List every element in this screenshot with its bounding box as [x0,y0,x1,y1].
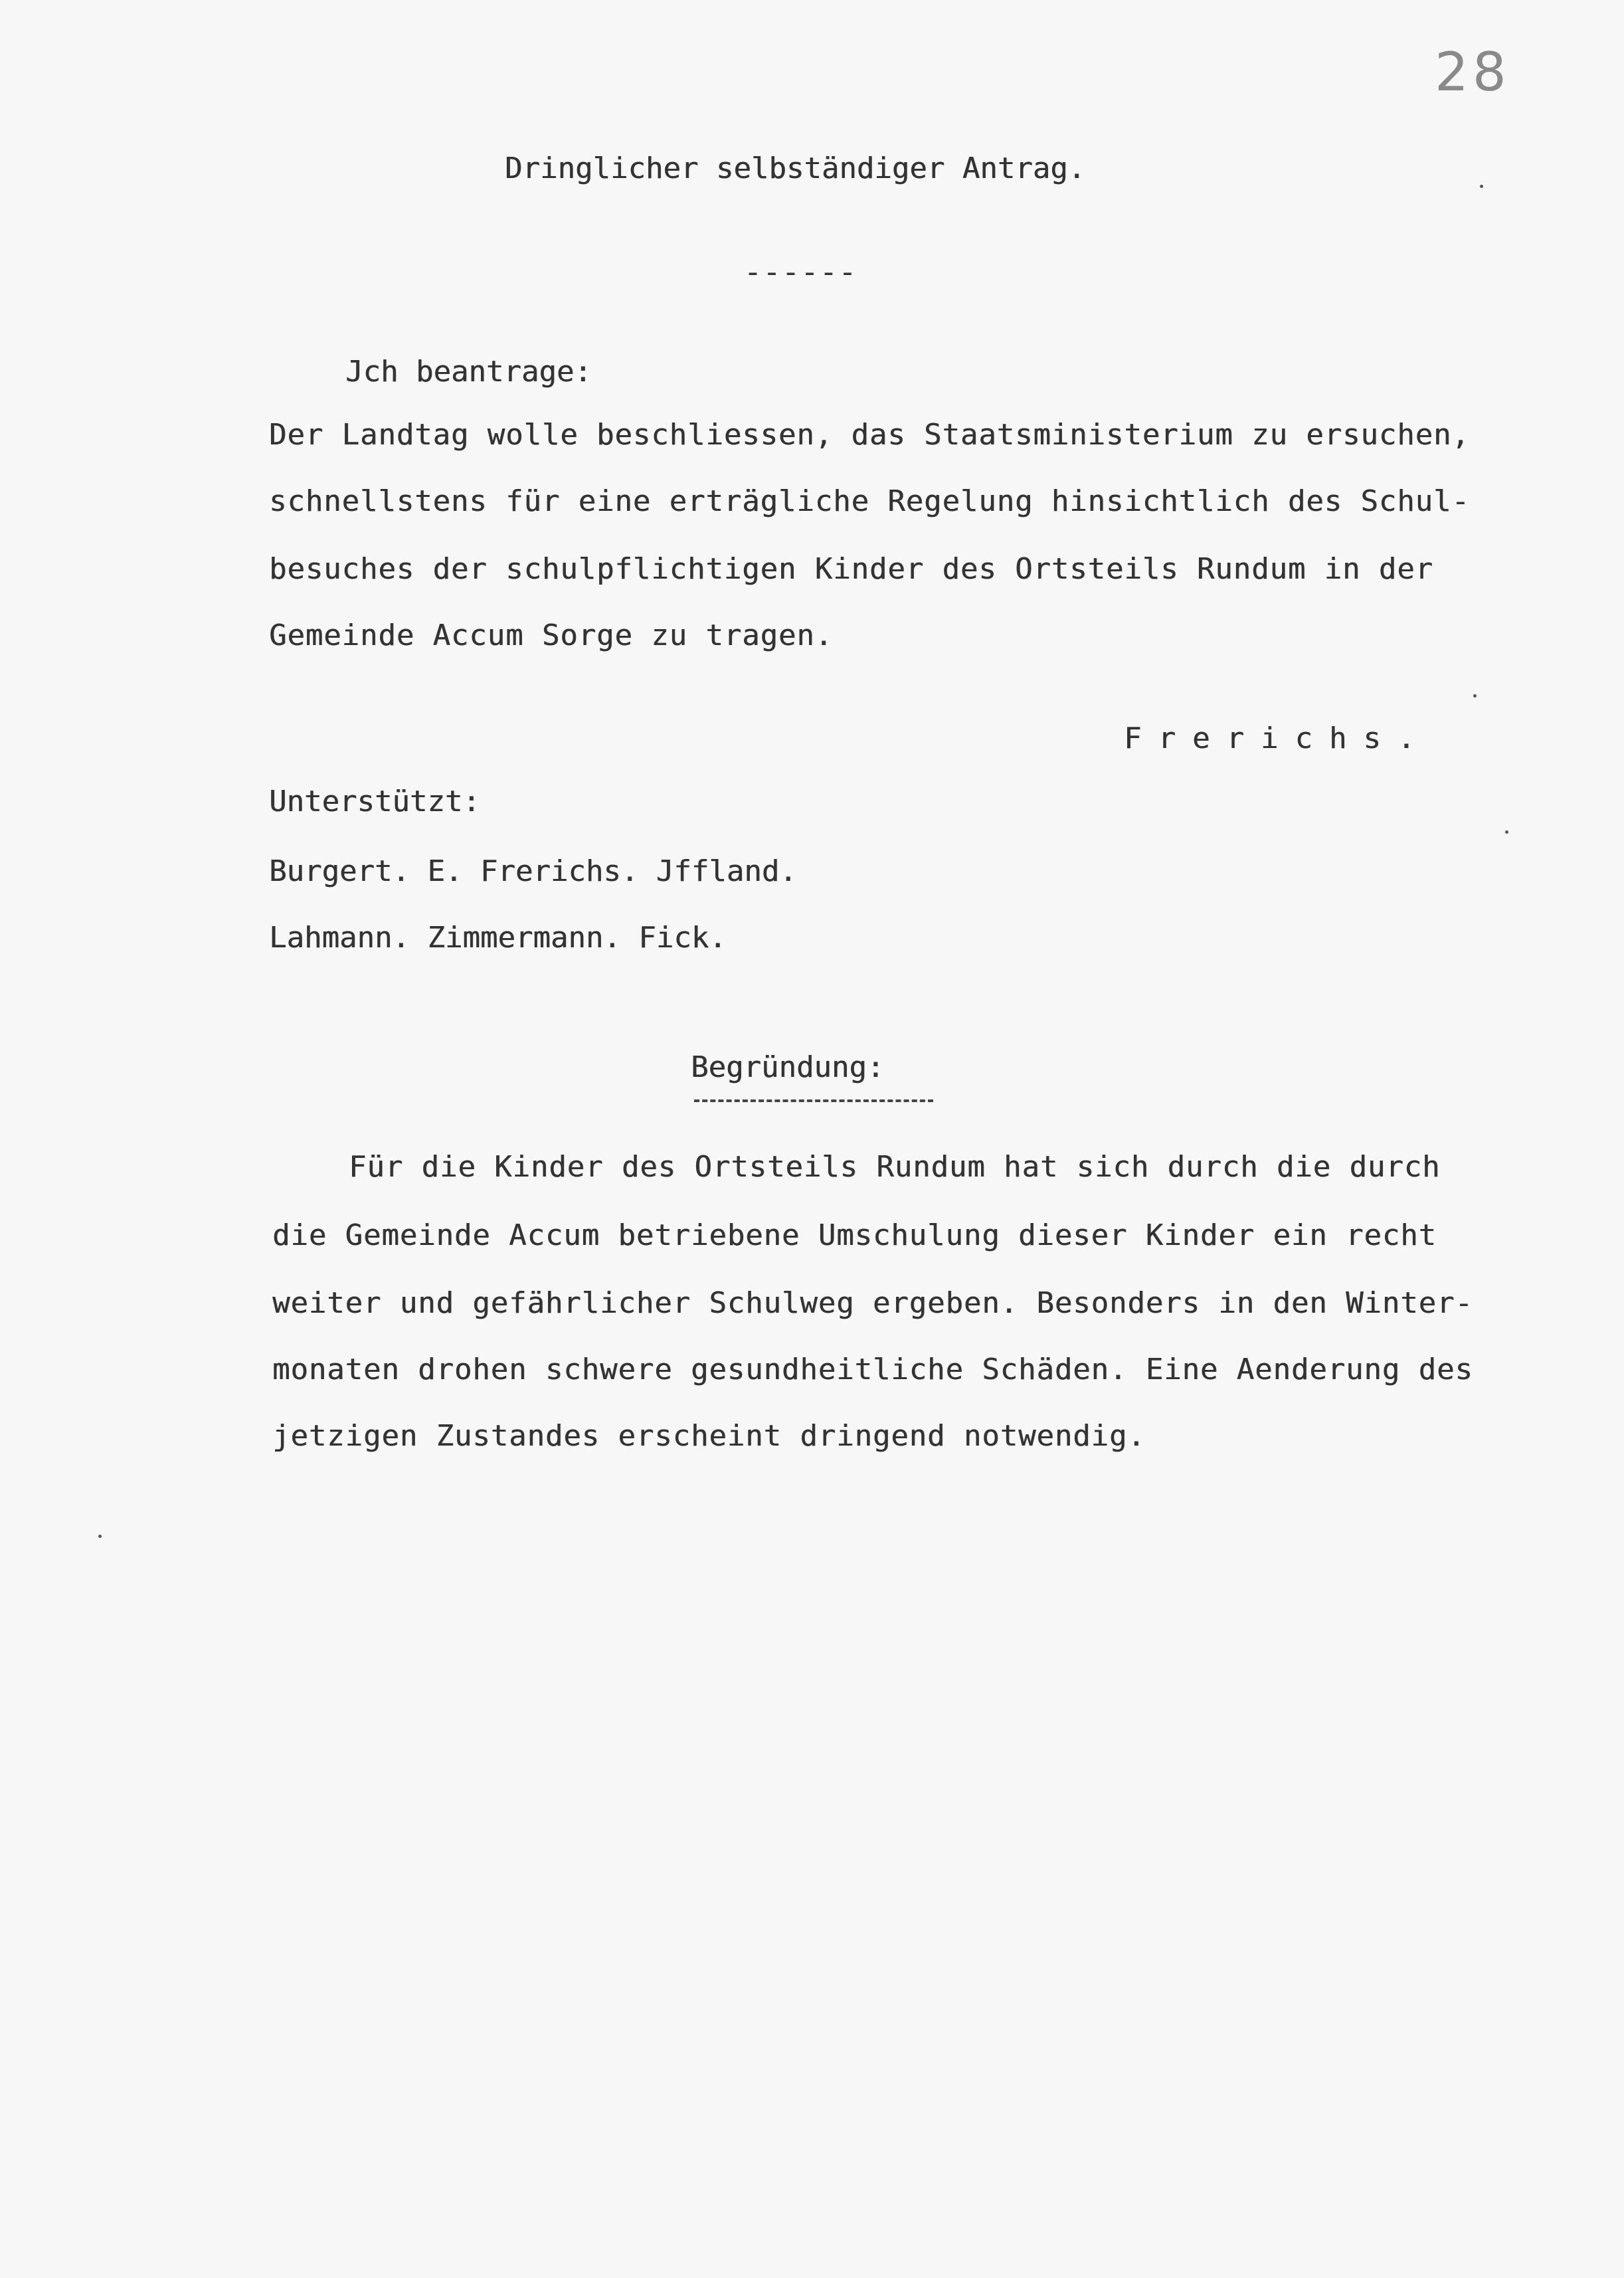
motion-intro: Jch beantrage: [345,355,592,389]
paper-speck [98,1535,102,1538]
paper-speck [1505,830,1508,834]
motion-line: Der Landtag wolle beschliessen, das Staatsministerium zu ersuchen, [269,418,1470,452]
motion-line: Gemeinde Accum Sorge zu tragen. [269,618,834,652]
reason-line: jetzigen Zustandes erscheint dringend notwendig. [272,1419,1146,1453]
signer-name: Frerichs. [1124,721,1432,755]
motion-line: schnellstens für eine erträgliche Regelung hinsichtlich des Schul- [269,484,1470,518]
paper-speck [1473,694,1477,698]
supported-label: Unterstützt: [269,785,480,818]
page-number: 28 [1435,41,1510,103]
paper-speck [1480,185,1483,188]
supporters-line: Burgert. E. Frerichs. Jffland. [269,854,797,888]
reason-line: Für die Kinder des Ortsteils Rundum hat sich durch die durch [349,1150,1441,1184]
title-underline: ------ [744,255,857,289]
supporters-line: Lahmann. Zimmermann. Fick. [269,921,727,955]
document-title: Dringlicher selbständiger Antrag. [505,151,1086,185]
reason-line: weiter und gefährlicher Schulweg ergeben. Besonders in den Winter- [272,1286,1473,1320]
reason-heading-underline [694,1099,933,1102]
reason-line: monaten drohen schwere gesundheitliche Schäden. Eine Aenderung des [272,1353,1473,1386]
reason-heading: Begründung: [691,1050,885,1084]
motion-line: besuches der schulpflichtigen Kinder des Ortsteils Rundum in der [269,552,1433,586]
reason-line: die Gemeinde Accum betriebene Umschulung dieser Kinder ein recht [272,1218,1437,1252]
